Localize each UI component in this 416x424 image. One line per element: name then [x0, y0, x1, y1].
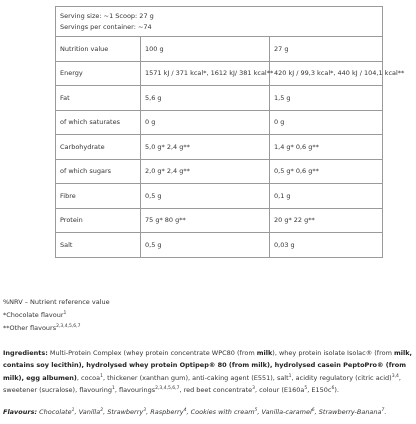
value-per-100g: 1571 kJ / 371 kcal*, 1612 kJ/ 381 kcal**: [141, 61, 270, 86]
value-per-serving: 20 g* 22 g**: [270, 208, 383, 233]
nutrition-row: [56, 208, 383, 233]
value-per-100g: 0,5 g: [141, 184, 270, 209]
flavour-item: Chocolate$^1$: [39, 407, 75, 416]
flavour-item: Vanilla$^2$: [78, 407, 104, 416]
serving-size: Serving size: ~1 Scoop: 27 g: [60, 11, 154, 20]
servings-per-container: Servings per container: ~74: [60, 22, 152, 31]
flavour-item: Cookies with cream$^5$: [190, 407, 258, 416]
nutrient-label: Salt: [56, 233, 141, 258]
chocolate-note: *Chocolate flavour$^1$: [3, 310, 67, 319]
value-per-serving: 0,03 g: [270, 233, 383, 258]
value-per-100g: 0 g: [141, 110, 270, 135]
other-flavours-note: **Other flavours$^{2,3,4,5,6,7}$: [3, 323, 81, 332]
flavours-list: Flavours: Chocolate$^1$, Vanilla$^2$, Strawberry$^3$, Raspberry$^4$, Cookies with cream$^5$, Vanilla-caramel$^6$, Strawberry-Banana$^7$.: [3, 407, 387, 416]
nutrition-row: [56, 86, 383, 111]
value-per-100g: 0,5 g: [141, 233, 270, 258]
nutrient-label: of which sugars: [56, 159, 141, 184]
flavour-item: Vanilla-caramel$^6$: [261, 407, 315, 416]
value-per-100g: 5,0 g* 2,4 g**: [141, 135, 270, 160]
value-per-100g: 100 g: [141, 37, 270, 62]
flavours-label: Flavours:: [3, 408, 38, 416]
flavour-item: Raspberry$^4$: [150, 407, 187, 416]
nrv-note: %NRV – Nutrient reference value: [3, 298, 110, 306]
nutrient-label: of which saturates: [56, 110, 141, 135]
nutrient-label: Carbohydrate: [56, 135, 141, 160]
nutrient-label: Energy: [56, 61, 141, 86]
value-per-serving: 0,1 g: [270, 184, 383, 209]
nutrition-row: [56, 61, 383, 86]
nutrition-table: [55, 6, 405, 258]
nutrition-row: [56, 233, 383, 258]
value-per-serving: 1,5 g: [270, 86, 383, 111]
nutrition-row: [56, 184, 383, 209]
serving-info: [56, 7, 383, 37]
value-per-serving: 0,5 g* 0,6 g**: [270, 159, 383, 184]
nutrition-row: [56, 37, 383, 62]
nutrition-row: [56, 110, 383, 135]
value-per-100g: 2,0 g* 2,4 g**: [141, 159, 270, 184]
value-per-serving: 420 kJ / 99,3 kcal*, 440 kJ / 104,1 kcal**: [270, 61, 383, 86]
ingredients-text: Ingredients: Multi-Protein Complex (whey protein concentrate WPC80 (from milk), whey protein isolate Isolac® (from milk, contains soy lecithin), hydrolysed whey protein Optipep® 80 (from milk), hydrolysed casein PeptoPro® (from milk), egg albumen), cocoa$^1$, thickener (xanthan gum), anti-caking agent (E551), salt$^1$, acidity regulatory (citric acid)$^{3,4}$, sweetener (sucralose), flavouring$^1$, flavourings$^{2,3,4,5,6,7}$, red beet concentrate$^3$, colour ($E160a^5$, $E150c^6$).: [3, 349, 413, 394]
nutrient-label: Fat: [56, 86, 141, 111]
nutrition-rows: [56, 37, 405, 258]
nutrition-row: [56, 159, 383, 184]
flavour-item: Strawberry$^3$: [107, 407, 147, 416]
value-per-serving: 0 g: [270, 110, 383, 135]
footnotes: [3, 296, 110, 335]
value-per-serving: 1,4 g* 0,6 g**: [270, 135, 383, 160]
flavour-item: Strawberry-Banana$^7$: [318, 407, 385, 416]
nutrient-label: Protein: [56, 208, 141, 233]
nutrient-label: Nutrition value: [56, 37, 141, 62]
ingredients-label: Ingredients:: [3, 349, 48, 357]
value-per-100g: 5,6 g: [141, 86, 270, 111]
nutrition-row: [56, 135, 383, 160]
value-per-100g: 75 g* 80 g**: [141, 208, 270, 233]
nutrient-label: Fibre: [56, 184, 141, 209]
value-per-serving: 27 g: [270, 37, 383, 62]
